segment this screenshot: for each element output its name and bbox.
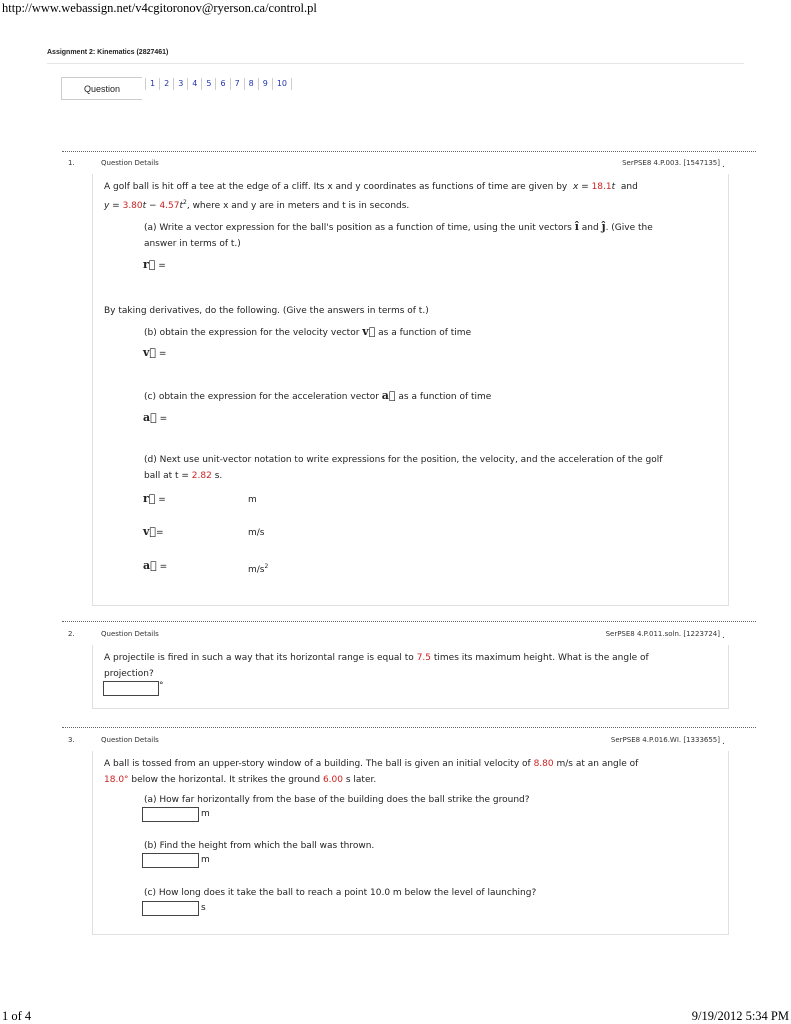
y-mid: t − xyxy=(142,201,160,211)
position-at-t-row xyxy=(143,492,166,505)
question-details-link[interactable]: Question Details xyxy=(101,736,159,744)
acceleration-answer-row xyxy=(143,411,167,424)
question-nav-link[interactable]: 7 xyxy=(231,78,245,90)
a-vector-icon: a⃗ xyxy=(143,559,157,572)
equals-sign: = xyxy=(158,349,167,359)
q2-text-3: projection? xyxy=(104,669,154,679)
v-vector-icon: v⃗ xyxy=(143,346,156,359)
question-nav-link[interactable]: 1 xyxy=(146,78,160,90)
unit-exponent: 2 xyxy=(264,563,269,570)
part-a-label: (a) Write a vector expression for the ball's position as a function of time, using the unit vectors xyxy=(144,223,572,233)
launch-angle: 18.0° xyxy=(104,775,129,785)
exponent: 2 xyxy=(183,199,187,206)
unit-label: m xyxy=(248,495,257,505)
question-reference: SerPSE8 4.P.011.soln. [1223724] xyxy=(605,630,720,638)
part-c-label: (c) obtain the expression for the acceleration vector xyxy=(144,392,379,402)
question-nav-link[interactable]: 5 xyxy=(202,78,216,90)
question-number: 1. xyxy=(68,159,75,167)
acceleration-at-t-row xyxy=(143,559,167,572)
seconds-unit: s. xyxy=(211,471,223,481)
unit-vector-j-icon: ĵ xyxy=(601,220,606,233)
a-vector-icon: a⃗ xyxy=(143,411,157,424)
x-equation: x = xyxy=(572,182,592,192)
question-divider xyxy=(62,151,756,152)
question-number: 3. xyxy=(68,736,75,744)
question-2-text xyxy=(104,650,714,682)
question-number: 2. xyxy=(68,630,75,638)
question-details-link[interactable]: Question Details xyxy=(101,159,159,167)
part-c-label-2: as a function of time xyxy=(398,392,492,402)
page-url: http://www.webassign.net/v4cgitoronov@ryerson.ca/control.pl xyxy=(2,1,317,15)
q3-text-4: s later. xyxy=(345,775,377,785)
unit-vector-i-icon: î xyxy=(574,220,579,233)
question-3-text xyxy=(104,756,714,788)
question-1-intro xyxy=(104,179,724,214)
part-a-label-2: . (Give the xyxy=(605,223,653,233)
time-value: 2.82 xyxy=(191,471,212,481)
v-vector-icon: v⃗ xyxy=(143,525,156,538)
equals-sign: = xyxy=(156,528,164,538)
question-divider xyxy=(62,727,756,728)
degree-unit: ° xyxy=(159,681,164,691)
q3-text-2: m/s at an angle of xyxy=(556,759,639,769)
t-var: t xyxy=(611,182,616,192)
question-nav-link[interactable]: 10 xyxy=(273,78,292,90)
unit-label: s xyxy=(201,903,206,913)
r-vector-icon: r⃗ xyxy=(143,492,156,505)
t-var: t xyxy=(179,201,184,211)
print-timestamp: 9/19/2012 5:34 PM xyxy=(691,1009,789,1023)
intro-text-end: , where x and y are in meters and t is in seconds. xyxy=(186,201,410,211)
r-vector-icon: r⃗ xyxy=(143,258,156,271)
equals-sign: = xyxy=(158,261,166,271)
fall-time: 6.00 xyxy=(322,775,343,785)
x-coefficient: 18.1 xyxy=(591,182,612,192)
divider xyxy=(47,63,744,64)
question-marker: . xyxy=(722,737,725,747)
unit-label xyxy=(248,559,268,578)
equals-sign: = xyxy=(159,562,168,572)
part-d-text xyxy=(144,452,719,484)
ratio-value: 7.5 xyxy=(416,653,432,663)
question-details-link[interactable]: Question Details xyxy=(101,630,159,638)
unit-label: m xyxy=(201,855,210,865)
distance-input[interactable] xyxy=(142,807,199,822)
question-nav-link[interactable]: 9 xyxy=(259,78,273,90)
question-nav-link[interactable]: 3 xyxy=(174,78,188,90)
a-vector-icon: a⃗ xyxy=(381,389,396,402)
angle-input[interactable] xyxy=(103,681,159,696)
equals-sign: = xyxy=(159,414,168,424)
q3-part-c: (c) How long does it take the ball to reach a point 10.0 m below the level of launching? xyxy=(144,888,537,898)
time-input[interactable] xyxy=(142,901,199,916)
part-d-label: (d) Next use unit-vector notation to write expressions for the position, the velocity, and the acceleration of the golf xyxy=(144,455,663,465)
part-c-text xyxy=(144,388,491,405)
q3-text-3: below the horizontal. It strikes the ground xyxy=(131,775,321,785)
part-b-text xyxy=(144,324,471,341)
question-divider xyxy=(62,621,756,622)
position-answer-row xyxy=(143,258,166,271)
part-a-text xyxy=(144,219,719,252)
and-text: and xyxy=(620,182,638,192)
and-text: and xyxy=(581,223,599,233)
derivatives-text: By taking derivatives, do the following. (Give the answers in terms of t.) xyxy=(104,306,429,316)
q3-part-a: (a) How far horizontally from the base of the building does the ball strike the ground? xyxy=(144,795,530,805)
question-nav-link[interactable]: 8 xyxy=(245,78,259,90)
q3-text: A ball is tossed from an upper-story window of a building. The ball is given an initial velocity of xyxy=(104,759,531,769)
equals-sign: = xyxy=(158,495,166,505)
question-label: Question xyxy=(61,77,142,100)
v-vector-icon: v⃗ xyxy=(362,325,376,338)
question-nav xyxy=(145,78,292,90)
unit-label: m/s xyxy=(248,528,265,538)
page-count: 1 of 4 xyxy=(2,1009,32,1023)
question-marker: . xyxy=(722,160,725,170)
initial-velocity: 8.80 xyxy=(533,759,554,769)
q2-text: A projectile is fired in such a way that its horizontal range is equal to xyxy=(104,653,414,663)
question-marker: . xyxy=(722,631,725,641)
y-coefficient-2: 4.57 xyxy=(159,201,180,211)
question-nav-link[interactable]: 4 xyxy=(188,78,202,90)
intro-text: A golf ball is hit off a tee at the edge of a cliff. Its x and y coordinates as functions of time are given by xyxy=(104,182,568,192)
part-b-label: (b) obtain the expression for the velocity vector xyxy=(144,328,360,338)
y-coefficient-1: 3.80 xyxy=(122,201,143,211)
part-b-label-2: as a function of time xyxy=(378,328,472,338)
q2-text-2: times its maximum height. What is the angle of xyxy=(433,653,649,663)
part-d-label-2: ball at t = xyxy=(144,471,192,481)
velocity-at-t-row xyxy=(143,525,164,538)
unit-text: m/s xyxy=(248,565,265,575)
part-a-label-3: answer in terms of t.) xyxy=(144,239,241,249)
question-nav-link[interactable]: 6 xyxy=(216,78,230,90)
velocity-answer-row xyxy=(143,346,166,359)
question-reference: SerPSE8 4.P.016.WI. [1333655] xyxy=(610,736,720,744)
y-equation: y = xyxy=(104,201,123,211)
assignment-title: Assignment 2: Kinematics (2827461) xyxy=(47,49,169,56)
height-input[interactable] xyxy=(142,853,199,868)
q3-part-b: (b) Find the height from which the ball was thrown. xyxy=(144,841,375,851)
question-reference: SerPSE8 4.P.003. [1547135] xyxy=(622,159,720,167)
question-nav-link[interactable]: 2 xyxy=(160,78,174,90)
unit-label: m xyxy=(201,809,210,819)
